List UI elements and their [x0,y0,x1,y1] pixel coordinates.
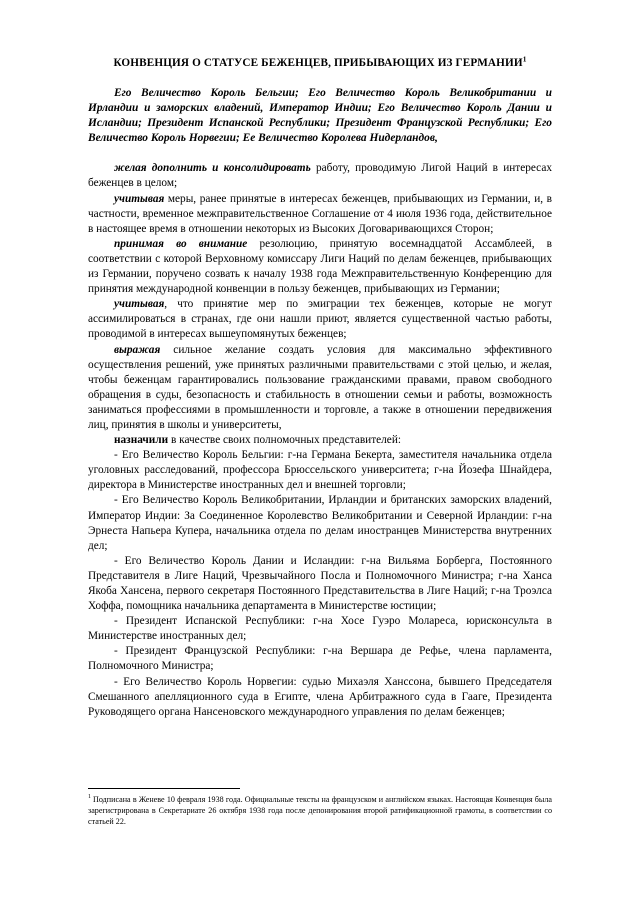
paragraph-4 [88,343,552,434]
paragraph-lead-5: назначили [114,434,169,447]
paragraph-rest-4: сильное желание создать условия для максимально эффективного осуществления решений, уже принятых различными правительствами с этой целью, и желая, чтобы беженцам гарантировались пользование гражданскими правами, правом свободного обращения в суды, безопасность и стабильность в отношении семьи и работы, возможность заниматься профессиями в промышленности и торговле, а также в отношении передвижения лиц, принятия в школы и университеты, [88,343,552,431]
paragraph-3 [88,297,552,342]
paragraph-rest-1: меры, ранее принятые в интересах беженцев, прибывающих из Германии, и, в частности, временное межправительственное Соглашение от 4 июля 1936 года, действительное в настоящее время в отношении некоторых из Высоких Договаривающихся Сторон; [88,192,552,235]
paragraph-1 [88,192,552,237]
paragraph-rest-10: - Президент Французской Республики: г-на Вершара де Рефье, члена парламента, Полномочного Министра; [88,645,552,673]
paragraph-lead-4: выражая [114,343,161,356]
paragraph-lead-1: учитывая [114,192,165,205]
delegate-item-france [88,644,552,674]
page-title-text: КОНВЕНЦИЯ О СТАТУСЕ БЕЖЕНЦЕВ, ПРИБЫВАЮЩИХ ИЗ ГЕРМАНИИ [113,57,523,69]
delegate-item-norway [88,675,552,720]
paragraph-rest-2: резолюцию, принятую восемнадцатой Ассамблеей, в соответствии с которой Верховному комиссару Лиги Наций по делам беженцев, прибывающих из Германии, поручено созвать к началу 1938 года Межправительственную Конференцию для принятия международной конвенции в пользу беженцев, прибывающих из Германии; [88,237,552,296]
footnote-text [88,794,552,828]
paragraph-rest-6: - Его Величество Король Бельгии: г-на Германа Бекерта, заместителя начальника отдела уголовных расследований, профессора Брюссельского университета; г-на Йозефа Шнайдера, директора в Министерстве иностранных дел и внешней торговли; [88,449,552,492]
paragraph-rest-7: - Его Величество Король Великобритании, Ирландии и британских заморских владений, Император Индии: За Соединенное Королевство Великобритании и Северной Ирландии: г-на Эрнеста Напьера Купера, начальника отдела по делам иностранцев Министерства внутренних дел; [88,494,552,552]
paragraph-0 [88,161,552,191]
paragraph-lead-3: учитывая [114,298,165,311]
footnote-marker: 1 [88,794,91,801]
paragraph-lead-2: принимая во внимание [114,237,248,250]
delegate-item-spain [88,614,552,644]
delegate-item-great-britain [88,493,552,553]
paragraph-rest-5: в качестве своих полномочных представителей: [168,434,402,447]
paragraph-2 [88,237,552,297]
footnote-separator-rule [88,788,240,789]
footnote-area [88,788,552,828]
preamble-paragraph: Его Величество Король Бельгии; Его Величество Король Великобритании и Ирландии и заморских владений, Император Индии; Его Величество Король Дании и Исландии; Президент Испанской Республики; Президент Французской Республики; Его Величество Король Норвегии; Ее Величество Королева Нидерландов, [88,87,552,145]
title-footnote-marker: 1 [522,54,527,64]
document-body [88,56,552,720]
paragraph-lead-0: желая дополнить и консолидировать [114,162,311,175]
paragraph-rest-3: , что принятие мер по эмиграции тех беженцев, которые не могут ассимилироваться в странах, где они нашли приют, является существенной частью работы, проводимой в интересах вышеупомянутых беженцев; [88,298,552,341]
paragraph-rest-9: - Президент Испанской Республики: г-на Хосе Гуэро Молареса, юрисконсульта в Министерстве иностранных дел; [88,615,552,643]
paragraph-rest-11: - Его Величество Король Норвегии: судью Михаэля Ханссона, бывшего Председателя Смешанного апелляционного суда в Египте, члена Арбитражного суда в Гааге, Президента Руководящего органа Нансеновского международного управления по делам беженцев; [88,675,552,718]
paragraph-rest-0: работу, проводимую Лигой Наций в интересах беженцев в целом; [88,162,552,190]
footnote-body: Подписана в Женеве 10 февраля 1938 года. Официальные тексты на французском и английском языках. Настоящая Конвенция была зарегистрирована в Секретариате 26 октября 1938 года после депонирования второй ратификационной грамоты, в соответствии со статьей 22. [88,795,552,827]
paragraph-rest-8: - Его Величество Король Дании и Исландии: г-на Вильяма Борберга, Постоянного Представителя в Лиге Наций, Чрезвычайного Посла и Полномочного Министра; г-на Ханса Якоба Хансена, первого секретаря Постоянного Представительства в Лиге Наций; г-на Троэлса Хоффа, помощника начальника департамента в Министерстве юстиции; [88,554,552,613]
page-title [88,56,552,70]
delegate-item-belgium [88,448,552,493]
paragraph-5 [88,433,552,448]
delegate-item-denmark-iceland [88,554,552,614]
paragraph-list [88,161,552,719]
